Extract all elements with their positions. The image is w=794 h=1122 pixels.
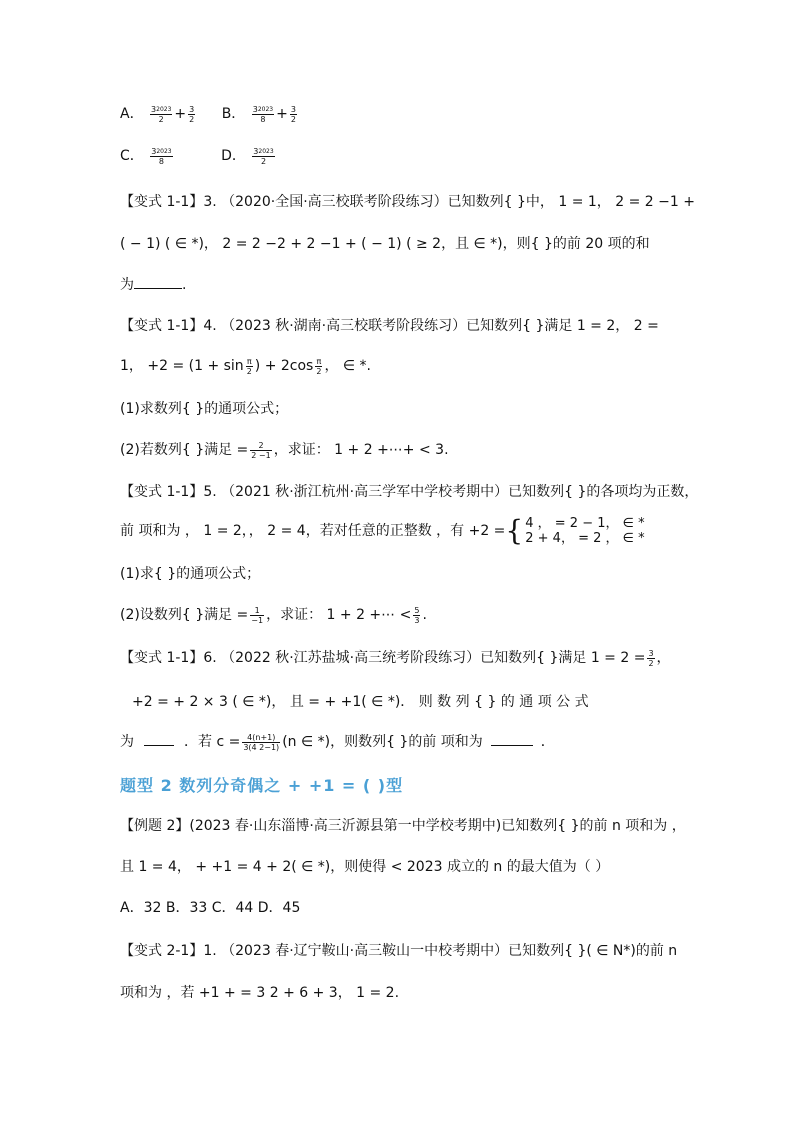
option-b-fraction-2 <box>290 105 297 124</box>
option-a <box>120 104 197 124</box>
option-b-label: B． <box>221 106 246 122</box>
q6-cn-fraction <box>242 733 280 752</box>
option-d-fraction <box>252 147 274 166</box>
q4-line-2-end: ， ∈ *. <box>324 358 371 374</box>
option-d-label: D． <box>221 148 246 164</box>
q4-part-2 <box>120 440 676 460</box>
q5-part-2 <box>120 605 676 625</box>
q5-part-2-fraction <box>250 606 264 625</box>
option-a-frac2-den: 2 <box>189 114 195 124</box>
q4-pi-fraction-2 <box>315 357 322 376</box>
option-b-plus: + <box>276 106 288 122</box>
option-a-base: 3 <box>151 104 157 114</box>
q5-part-2-end: . <box>422 607 427 623</box>
option-c-label: C． <box>120 148 144 164</box>
q5-part-2-mid: ，求证： 1 + 2 +⋯ < <box>266 607 412 623</box>
options-row-cd <box>120 146 676 166</box>
q6-line-3-label: 为 <box>120 734 134 750</box>
q5-part-1: (1)求{ }的通项公式； <box>120 566 261 582</box>
q4-line-2 <box>120 356 676 376</box>
option-b-fraction <box>252 105 274 124</box>
q5-case-2: 2 + 4， = 2 ， ∈ * <box>525 531 645 546</box>
option-c-base: 3 <box>151 146 157 156</box>
q4-pi-num: π <box>246 356 252 366</box>
q4-pi2-num: π <box>316 356 322 366</box>
option-d <box>221 146 277 166</box>
q6-line-3-mid: ．若 c = <box>184 734 241 750</box>
q3-line-3 <box>120 275 676 295</box>
q5-line-2-start: 前 项和为 ， 1 = 2，， 2 = 4，若对任意的正整数 ，有 +2 = <box>120 523 506 539</box>
q6-cn-num: 4(n+1) <box>242 733 280 743</box>
options-row-ab <box>120 104 676 124</box>
option-a-denominator: 2 <box>158 114 164 124</box>
q5-line-2 <box>120 516 676 546</box>
q21-line-1: 【变式 2-1】1. （2023 春·辽宁鞍山·高三鞍山一中校考期中）已知数列{ }( ∈ N*)的前 n <box>120 943 678 959</box>
option-d-denominator: 2 <box>260 156 267 166</box>
q4-line-1: 【变式 1-1】4. （2023 秋·湖南·高三校联考阶段练习）已知数列{ }满足 1 = 2， 2 = <box>120 318 659 334</box>
q3-line-3-label: 为 <box>120 277 134 293</box>
option-b-frac2-num: 3 <box>290 104 296 114</box>
ex2-line-1: 【例题 2】(2023 春·山东淄博·高三沂源县第一中学校考期中)已知数列{ }的前 n 项和为 ， <box>120 818 686 834</box>
q4-part-2-start: (2)若数列{ }满足 = <box>120 442 249 458</box>
option-b-frac2-den: 2 <box>290 114 296 124</box>
option-a-fraction-2 <box>188 105 195 124</box>
q4-part-2-end: ，求证： 1 + 2 +⋯+ < 3. <box>273 442 449 458</box>
q3-line-2: ( − 1) ( ∈ *)， 2 = 2 −2 + 2 −1 + ( − 1) ( ≥ 2，且 ∈ *)，则{ }的前 20 项的和 <box>120 236 650 252</box>
q21-line-2: 项和为 ，若 +1 + = 3 2 + 6 + 3， 1 = 2. <box>120 985 400 1001</box>
option-d-exponent: 2023 <box>258 147 274 155</box>
option-b-base: 3 <box>252 104 258 114</box>
q3-line-1: 【变式 1-1】3. （2020·全国·高三校联考阶段练习）已知数列{ }中， 1 = 1， 2 = 2 −1 + <box>120 194 695 210</box>
q4-pi-fraction <box>246 357 253 376</box>
q6-line-3-cont: (n ∈ *)，则数列{ }的前 项和为 <box>282 734 483 750</box>
q4-pi-den: 2 <box>246 366 252 376</box>
q5-cases <box>525 516 644 546</box>
option-a-plus: + <box>174 106 187 122</box>
q4-part-2-num: 2 <box>250 441 271 451</box>
option-a-fraction <box>150 105 172 124</box>
q5-case-1: 4 ， = 2 − 1， ∈ * <box>525 516 645 531</box>
q4-part-2-fraction <box>250 441 271 460</box>
q5-part-2-start: (2)设数列{ }满足 = <box>120 607 249 623</box>
q5-bound-den: 3 <box>414 615 420 625</box>
q6-answer-blank-1[interactable] <box>144 745 174 746</box>
q4-part-2-den: 2 −1 <box>251 450 271 460</box>
q5-bound-fraction <box>413 606 420 625</box>
q6-line-1-start: 【变式 1-1】6. （2022 秋·江苏盐城·高三统考阶段练习）已知数列{ }满足 1 = 2 = <box>120 650 646 666</box>
option-b-denominator: 8 <box>260 114 266 124</box>
option-a-frac2-num: 3 <box>189 104 195 114</box>
q6-line-1-den: 2 <box>648 658 654 668</box>
option-d-base: 3 <box>253 146 259 156</box>
q4-line-2-start: 1， +2 = (1 + sin <box>120 358 244 374</box>
ex2-line-2: 且 1 = 4， + +1 = 4 + 2( ∈ *)，则使得 < 2023 成立的 n 的最大值为（ ） <box>120 859 610 875</box>
q5-line-1: 【变式 1-1】5. （2021 秋·浙江杭州·高三学军中学校考期中）已知数列{ }的各项均为正数， <box>120 484 699 500</box>
option-b <box>222 104 299 124</box>
q5-bound-num: 5 <box>414 605 420 615</box>
q6-answer-blank-2[interactable] <box>491 745 533 746</box>
option-b-exponent: 2023 <box>257 105 274 113</box>
q6-line-1-end: ， <box>656 650 671 666</box>
q6-line-2: +2 = + 2 × 3 ( ∈ *)， 且 = + +1( ∈ *)． 则 数 列 { } 的 通 项 公 式 <box>132 694 589 710</box>
option-c <box>120 146 175 166</box>
option-a-label: A． <box>120 106 144 122</box>
q5-part-2-den: −1 <box>251 615 264 625</box>
q6-line-1-num: 3 <box>648 648 654 658</box>
q4-pi2-den: 2 <box>316 366 322 376</box>
q6-line-3 <box>120 732 676 752</box>
option-c-denominator: 8 <box>158 156 164 166</box>
q4-part-1: (1)求数列{ }的通项公式； <box>120 401 289 417</box>
option-a-exponent: 2023 <box>156 105 172 113</box>
q6-line-1 <box>120 648 676 668</box>
q6-line-3-end: ． <box>540 734 555 750</box>
q6-line-1-fraction <box>647 649 654 668</box>
ex2-options: A．32 B．33 C．44 D．45 <box>120 900 301 916</box>
section-heading: 题型 2 数列分奇偶之 + +1 = ( )型 <box>120 776 404 795</box>
q3-line-3-end: . <box>182 277 187 293</box>
option-c-fraction <box>150 147 172 166</box>
q4-line-2-mid: ) + 2cos <box>254 358 314 374</box>
q3-answer-blank[interactable] <box>134 288 182 289</box>
q6-cn-den: 3(4 2−1) <box>243 742 280 752</box>
left-brace-icon: { <box>505 514 524 547</box>
q5-part-2-num: 1 <box>250 606 264 616</box>
option-c-exponent: 2023 <box>156 147 172 155</box>
